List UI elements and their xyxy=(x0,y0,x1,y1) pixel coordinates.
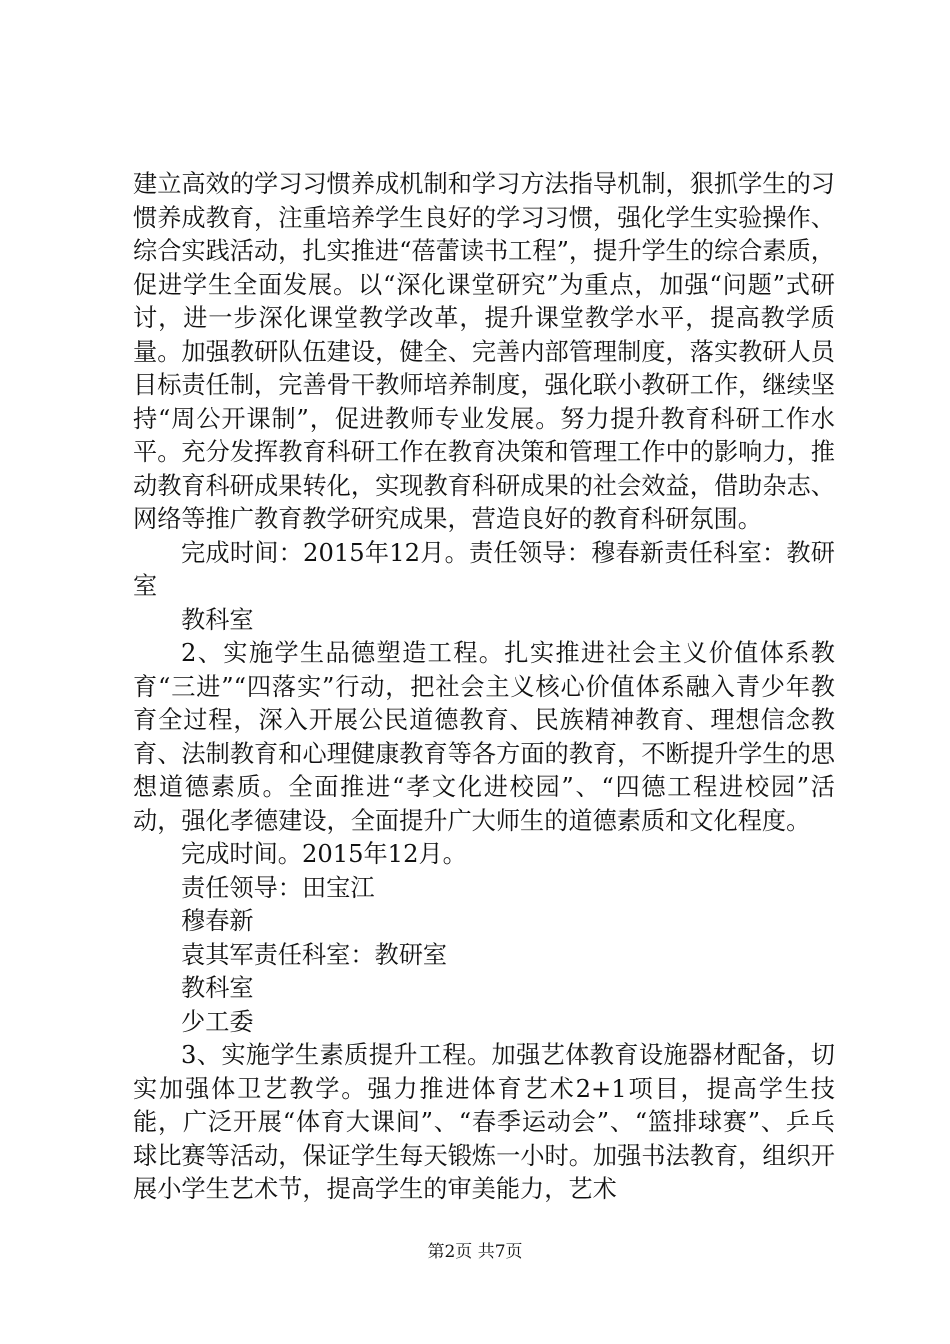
paragraph-leader-1: 责任领导：田宝江 xyxy=(181,873,375,902)
paragraph-moral-education: 2、实施学生品德塑造工程。扎实推进社会主义价值体系教育“三进”“四落实”行动，把社会主义核心价值体系融入青少年教育全过程，深入开展公民道德教育、民族精神教育、理想信念教育、法制教育和心理健康教育等各方面的教育，不断提升学生的思想道德素质。全面推进“孝文化进校园”、“四德工程进校园”活动，强化孝德建设，全面提升广大师生的道德素质和文化程度。 xyxy=(133,639,835,835)
paragraph-leader-3: 袁其军责任科室：教研室 xyxy=(181,940,448,969)
page-number-label: 第2页 共7页 xyxy=(427,1242,523,1262)
paragraph-office-2: 教科室 xyxy=(181,974,254,1002)
paragraph-quality-improvement: 3、实施学生素质提升工程。加强艺体教育设施器材配备，切实加强体卫艺教学。强力推进体育艺术2+1项目，提高学生技能，广泛开展“体育大课间”、“春季运动会”、“篮排球赛”、乒乓球比赛等活动，保证学生每天锻炼一小时。加强书法教育，组织开展小学生艺术节，提高学生的审美能力，艺术 xyxy=(133,1041,835,1203)
paragraph-office-1: 教科室 xyxy=(181,605,254,634)
paragraph-office-3: 少工委 xyxy=(181,1007,254,1036)
paragraph-completion-time-1: 完成时间：2015年12月。责任领导：穆春新责任科室：教研室 xyxy=(133,538,835,600)
paragraph-completion-time-2: 完成时间。2015年12月。 xyxy=(181,840,467,868)
paragraph-leader-2: 穆春新 xyxy=(181,907,254,935)
paragraph-study-habits: 建立高效的学习习惯养成机制和学习方法指导机制，狠抓学生的习惯养成教育，注重培养学生良好的学习习惯，强化学生实验操作、综合实践活动，扎实推进“蓓蕾读书工程”，提升学生的综合素质，促进学生全面发展。以“深化课堂研究”为重点，加强“问题”式研讨，进一步深化课堂教学改革，提升课堂教学水平，提高教学质量。加强教研队伍建设，健全、完善内部管理制度，落实教研人员目标责任制，完善骨干教师培养制度，强化联小教研工作，继续坚持“周公开课制”，促进教师专业发展。努力提升教育科研工作水平。充分发挥教育科研工作在教育决策和管理工作中的影响力，推动教育科研成果转化，实现教育科研成果的社会效益，借助杂志、网络等推广教育教学研究成果，营造良好的教育科研氛围。 xyxy=(133,170,835,533)
page-footer xyxy=(0,1241,950,1263)
document-body xyxy=(133,168,835,1207)
